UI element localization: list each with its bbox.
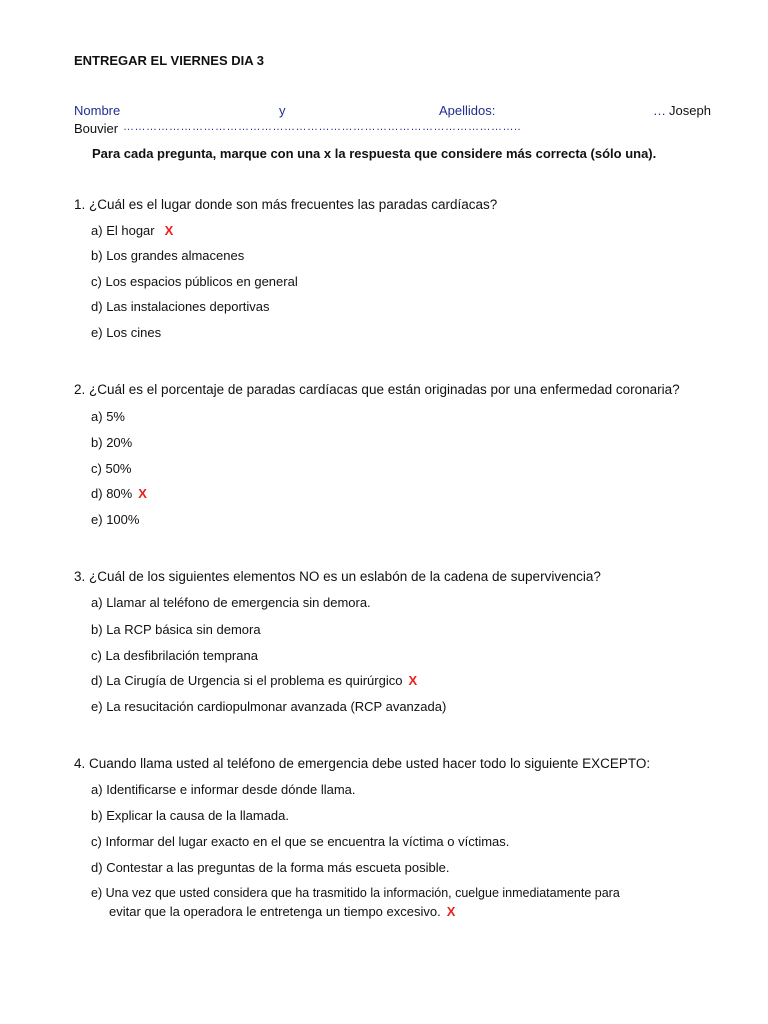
option-text: La desfibrilación temprana <box>105 648 258 663</box>
option-2a[interactable] <box>91 409 125 424</box>
option-letter: a) <box>91 223 103 238</box>
option-4a[interactable] <box>91 782 356 797</box>
option-text: 50% <box>105 461 132 476</box>
option-2d[interactable] <box>91 486 147 501</box>
option-3a[interactable] <box>91 595 371 610</box>
option-3b[interactable] <box>91 622 261 637</box>
option-3e[interactable] <box>91 699 446 714</box>
option-letter: a) <box>91 409 103 424</box>
option-text: La Cirugía de Urgencia si el problema es quirúrgico <box>106 673 403 688</box>
option-text: El hogar <box>106 223 155 238</box>
question-text: ¿Cuál es el lugar donde son más frecuentes las paradas cardíacas? <box>89 197 498 212</box>
option-3c[interactable] <box>91 648 258 663</box>
option-letter: b) <box>91 248 103 263</box>
option-letter: e) <box>91 325 103 340</box>
option-4b[interactable] <box>91 808 289 823</box>
option-text: Contestar a las preguntas de la forma más escueta posible. <box>106 860 450 875</box>
option-letter: c) <box>91 648 102 663</box>
question-number: 1. <box>74 197 86 212</box>
question-text: ¿Cuál de los siguientes elementos NO es un eslabón de la cadena de supervivencia? <box>89 569 601 584</box>
question-4 <box>74 756 650 771</box>
student-first-name: Joseph <box>669 103 711 118</box>
option-letter: a) <box>91 595 103 610</box>
question-text: ¿Cuál es el porcentaje de paradas cardíacas que están originadas por una enfermedad coronaria? <box>89 382 680 397</box>
option-letter: c) <box>91 834 102 849</box>
name-leader-dots: … <box>653 103 667 118</box>
name-label: Nombre <box>74 103 121 118</box>
option-text: Los cines <box>106 325 162 340</box>
option-text: 20% <box>106 435 133 450</box>
option-text: Los grandes almacenes <box>106 248 245 263</box>
option-letter: c) <box>91 274 102 289</box>
option-text: Llamar al teléfono de emergencia sin demora. <box>106 595 371 610</box>
document-title: ENTREGAR EL VIERNES DIA 3 <box>74 53 264 68</box>
option-letter: c) <box>91 461 102 476</box>
option-4c[interactable] <box>91 834 509 849</box>
option-2e[interactable] <box>91 512 139 527</box>
answer-mark: X <box>446 904 456 919</box>
question-1 <box>74 197 497 212</box>
question-3 <box>74 569 601 584</box>
option-letter: d) <box>91 673 103 688</box>
question-2 <box>74 382 680 397</box>
answer-mark: X <box>408 673 418 688</box>
option-4e-continuation <box>109 904 455 919</box>
option-text: 100% <box>106 512 140 527</box>
student-last-name: Bouvier <box>74 121 119 136</box>
question-number: 4. <box>74 756 86 771</box>
and-label: y <box>279 103 286 118</box>
option-text: Informar del lugar exacto en el que se encuentra la víctima o víctimas. <box>105 834 510 849</box>
option-letter: b) <box>91 622 103 637</box>
option-letter: e) <box>91 886 103 900</box>
surname-leader-dots: ………………………………………………………………………………………….. <box>123 121 522 133</box>
option-4e[interactable] <box>91 886 620 900</box>
surname-label: Apellidos: <box>439 103 496 118</box>
option-text: Explicar la causa de la llamada. <box>106 808 290 823</box>
answer-mark: X <box>138 486 147 501</box>
option-3d[interactable] <box>91 673 417 688</box>
answer-mark: X <box>164 223 174 238</box>
option-text: La RCP básica sin demora <box>106 622 261 637</box>
option-letter: d) <box>91 299 103 314</box>
option-letter: d) <box>91 860 103 875</box>
option-letter: e) <box>91 699 103 714</box>
option-letter: b) <box>91 435 103 450</box>
option-4d[interactable] <box>91 860 449 875</box>
option-text: Identificarse e informar desde dónde llama. <box>106 782 356 797</box>
option-text: Las instalaciones deportivas <box>106 299 270 314</box>
option-text: La resucitación cardiopulmonar avanzada (RCP avanzada) <box>106 699 447 714</box>
option-2b[interactable] <box>91 435 132 450</box>
option-letter: a) <box>91 782 103 797</box>
option-2c[interactable] <box>91 461 132 476</box>
option-text: 80% <box>106 486 133 501</box>
question-number: 3. <box>74 569 86 584</box>
option-1d[interactable] <box>91 299 270 314</box>
option-1c[interactable] <box>91 274 298 289</box>
option-text: Los espacios públicos en general <box>105 274 298 289</box>
option-text: evitar que la operadora le entretenga un tiempo excesivo. <box>109 904 441 919</box>
option-text: Una vez que usted considera que ha trasmitido la información, cuelgue inmediatamente para <box>105 886 620 900</box>
option-1a[interactable] <box>91 223 173 238</box>
question-text: Cuando llama usted al teléfono de emergencia debe usted hacer todo lo siguiente EXCEPTO: <box>89 756 651 771</box>
option-letter: d) <box>91 486 103 501</box>
option-letter: e) <box>91 512 103 527</box>
option-text: 5% <box>106 409 125 424</box>
option-1b[interactable] <box>91 248 244 263</box>
option-1e[interactable] <box>91 325 161 340</box>
option-letter: b) <box>91 808 103 823</box>
question-number: 2. <box>74 382 86 397</box>
instructions: Para cada pregunta, marque con una x la respuesta que considere más correcta (sólo una). <box>92 146 657 161</box>
